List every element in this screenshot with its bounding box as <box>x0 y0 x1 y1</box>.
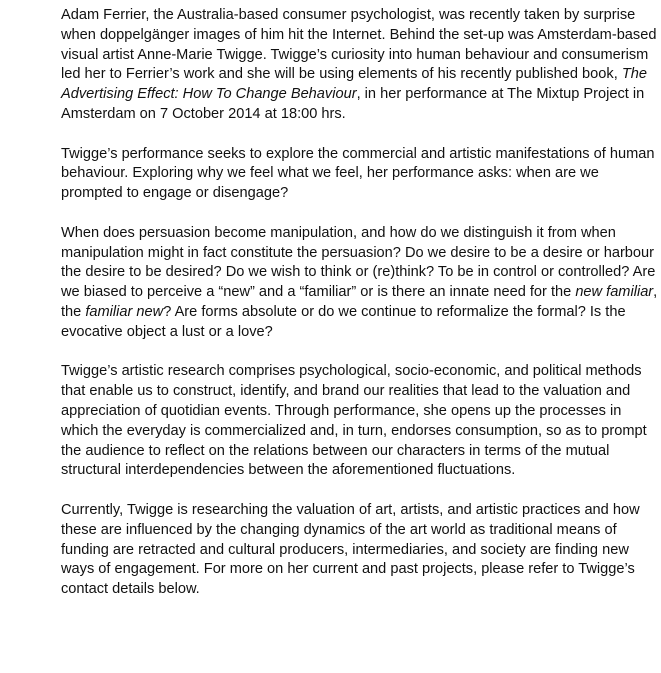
paragraph-current <box>61 501 659 600</box>
text-segment: Adam Ferrier, the Australia-based consumer psychologist, was recently taken by surprise when doppelgänger images of him hit the Internet. Behind the set-up was Amsterdam-based visual artist Anne-Marie Twigge. Twigge’s curiosity into human behaviour and consumerism led her to Ferrier’s work and she will be using elements of his recently published book, <box>61 7 657 83</box>
emphasis-text: familiar new <box>85 303 164 320</box>
paragraph-questions <box>61 224 659 343</box>
book-title: The Advertising Effect: How To Change Behaviour <box>61 66 647 103</box>
text-segment: Currently, Twigge is researching the valuation of art, artists, and artistic practices and how these are influenced by the changing dynamics of the art world as traditional means of funding are retracted and cultural producers, intermediaries, and society are finding new ways of engagement. For more on her current and past projects, please refer to Twigge’s contact details below. <box>61 501 640 598</box>
emphasis-text: new familiar <box>575 284 654 301</box>
text-segment: , in her performance at The Mixtup Project in Amsterdam on 7 October 2014 at 18:00 hrs. <box>61 86 645 122</box>
paragraph-intro <box>61 6 659 125</box>
paragraph-performance <box>61 145 659 204</box>
text-segment: ? Are forms absolute or do we continue to reformalize the formal? Is the evocative object a lust or a love? <box>61 303 626 340</box>
paragraph-research <box>61 362 659 481</box>
text-segment: Twigge’s performance seeks to explore the commercial and artistic manifestations of human behaviour. Exploring why we feel what we feel, her performance asks: when are we prompted to engage or disengage? <box>61 145 655 202</box>
text-segment: Twigge’s artistic research comprises psychological, socio-economic, and political methods that enable us to construct, identify, and brand our realities that lead to the valuation and appreciation of quotidian events. Through performance, she opens up the processes in which the everyday is commercialized and, in turn, endorses consumption, so as to prompt the audience to reflect on the relations between our characters in terms of the mutual structural interdependencies between the aforementioned fluctuations. <box>61 363 647 479</box>
text-segment: , the <box>61 284 658 320</box>
text-segment: When does persuasion become manipulation, and how do we distinguish it from when manipulation might in fact constitute the persuasion? Do we desire to be a desire or harbour the desire to be desired? Do we wish to think or (re)think? To be in control or controlled? Are we biased to perceive a “new” and a “familiar” or is there an innate need for the <box>61 224 656 301</box>
document-body <box>61 6 659 620</box>
